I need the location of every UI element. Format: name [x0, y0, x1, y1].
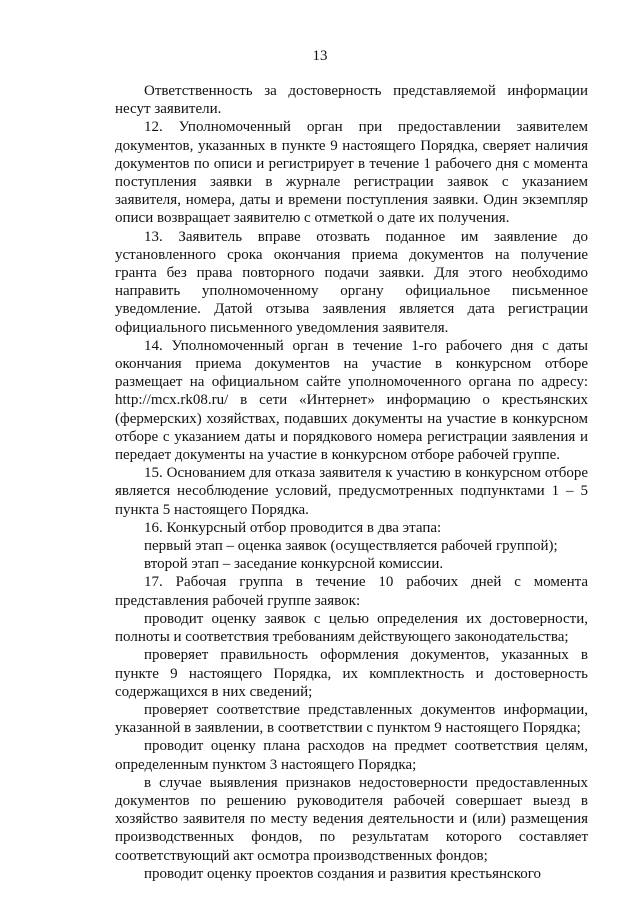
paragraph: проверяет соответствие представленных документов информации, указанной в заявлении, в соответствии с пунктом 9 настоящего Порядка;: [115, 701, 588, 737]
paragraph: Ответственность за достоверность представляемой информации несут заявители.: [115, 83, 588, 118]
paragraph: проводит оценку проектов создания и развития крестьянского: [144, 865, 541, 882]
paragraph: первый этап – оценка заявок (осуществляется рабочей группой);: [144, 538, 558, 555]
document-body: [115, 82, 588, 883]
paragraph: проверяет правильность оформления документов, указанных в пункте 9 настоящего Порядка, их комплектность и достоверность содержащихся в них сведений;: [115, 647, 588, 700]
paragraph: проводит оценку плана расходов на предмет соответствия целям, определенным пунктом 3 настоящего Порядка;: [115, 738, 588, 773]
paragraph-item-16: 16. Конкурсный отбор проводится в два этапа:: [144, 519, 442, 536]
page-number: 13: [312, 48, 328, 64]
paragraph-item-17: 17. Рабочая группа в течение 10 рабочих дней с момента представления рабочей группе заявок:: [115, 574, 588, 609]
paragraph-item-12: 12. Уполномоченный орган при предоставлении заявителем документов, указанных в пункте 9 настоящего Порядка, сверяет наличия документов по описи и регистрирует в течение 1 рабочего дня с момента поступления заявки в журнале регистрации заявок с указанием заявителя, номера, даты и времени поступления заявки. Один экземпляр описи возвращает заявителю с отметкой о дате их получения.: [115, 119, 588, 227]
paragraph: проводит оценку заявок с целью определения их достоверности, полноты и соответствия требованиям действующего законодательства;: [115, 610, 588, 646]
paragraph-item-15: 15. Основанием для отказа заявителя к участию в конкурсном отборе является несоблюдение условий, предусмотренных подпунктами 1 – 5 пункта 5 настоящего Порядка.: [115, 465, 588, 518]
paragraph-item-14: 14. Уполномоченный орган в течение 1-го рабочего дня с даты окончания приема документов на участие в конкурсном отборе размещает на официальном сайте уполномоченного органа по адресу: http://mcx.rk08.ru/ в сети «Интернет» информацию о крестьянских (фермерских) хозяйствах, подавших документы на участие в конкурсном отборе с указанием даты и порядкового номера регистрации заявления и передает документы на участие в конкурсном отборе рабочей группе.: [115, 337, 588, 464]
paragraph: второй этап – заседание конкурсной комиссии.: [144, 556, 444, 573]
paragraph: в случае выявления признаков недостоверности предоставленных документов по решению руководителя рабочей совершает выезд в хозяйство заявителя по месту ведения деятельности и (или) размещения производственных фондов, по результатам которого составляет соответствующий акт осмотра производственных фондов;: [115, 774, 588, 864]
paragraph-item-13: 13. Заявитель вправе отозвать поданное им заявление до установленного срока окончания приема документов на получение гранта без права повторного подачи заявки. Для этого необходимо направить уполномоченному органу официальное письменное уведомление. Датой отзыва заявления является дата регистрации официального письменного уведомления заявителя.: [115, 228, 588, 336]
